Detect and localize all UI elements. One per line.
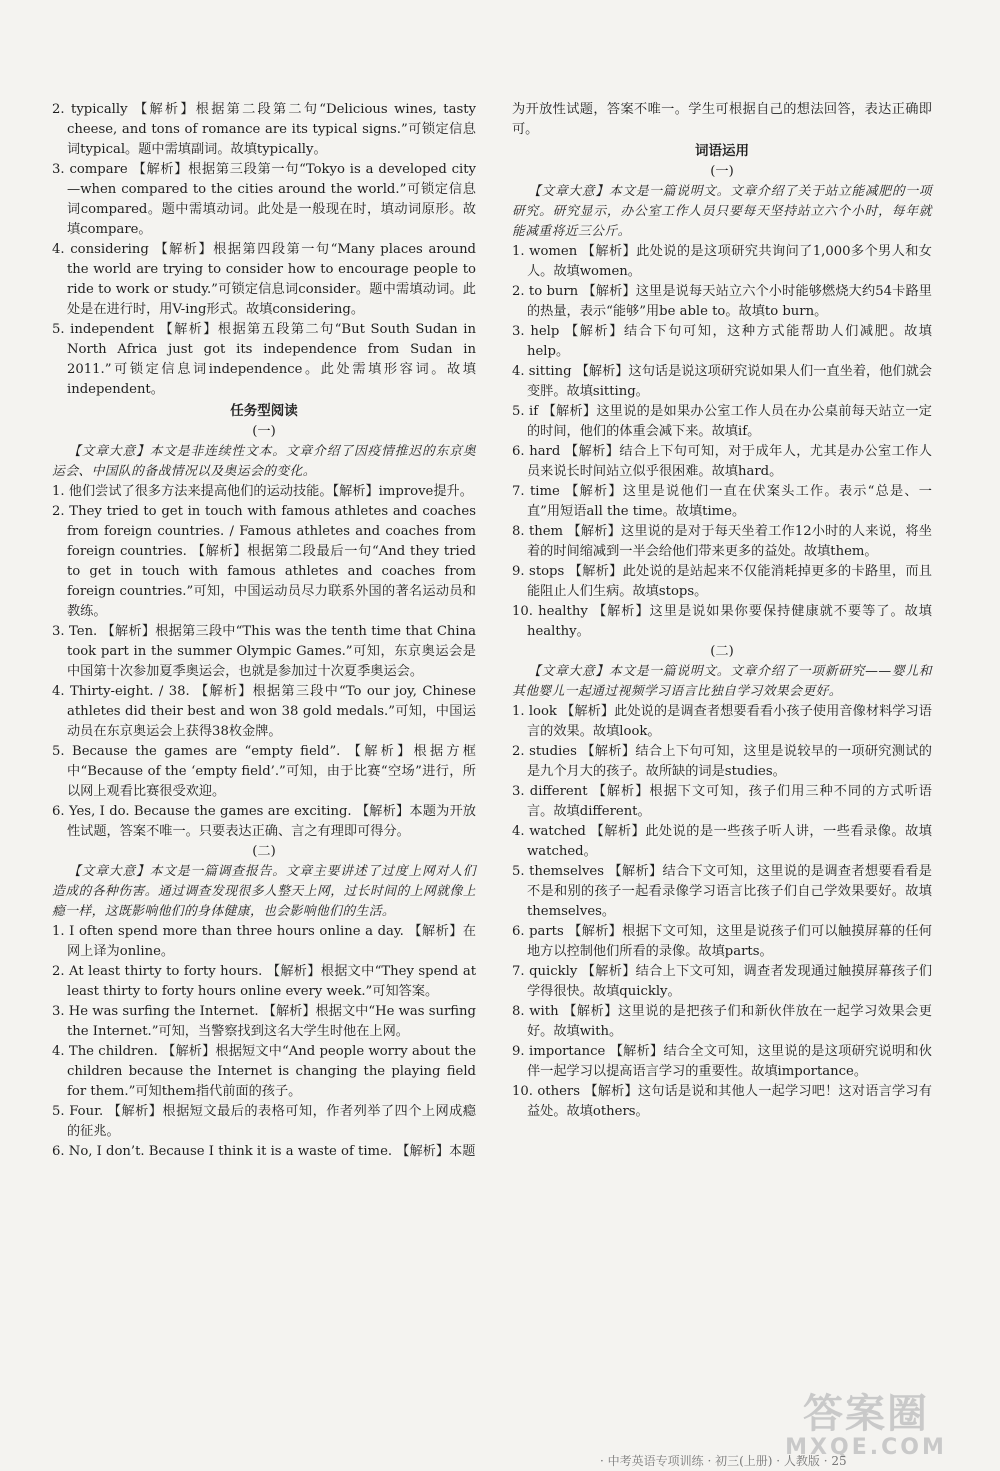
article-summary: 【文章大意】本文是一篇调查报告。文章主要讲述了过度上网对人们造成的各种伤害。通过调查发现很多人整天上网，过长时间的上网就像上瘾一样，这既影响他们的身体健康，也会影响他们的生活。 <box>52 864 476 919</box>
left-column <box>52 100 476 1162</box>
sub-title-2: (二) <box>710 644 734 659</box>
answer-item: 10. healthy 【解析】这里是说如果你要保持健康就不要等了。故填healthy。 <box>512 604 932 639</box>
answer-item: 1. look 【解析】此处说的是调查者想要看看小孩子使用音像材料学习语言的效果。故填look。 <box>512 704 932 739</box>
answer-item: 7. quickly 【解析】结合上下文可知，调查者发现通过触摸屏幕孩子们学得很快。故填quickly。 <box>512 964 932 999</box>
answer-item: 7. time 【解析】这里是说他们一直在伏案头工作。表示“总是、一直”用短语all the time。故填time。 <box>512 484 932 519</box>
answer-item: 3. He was surfing the Internet. 【解析】根据文中“He was surfing the Internet.”可知，当警察找到这名大学生时他在上网。 <box>52 1004 476 1039</box>
task1-answer-list <box>52 482 476 842</box>
section-title-task-reading: 任务型阅读 <box>230 403 298 419</box>
answer-item: 10. others 【解析】这句话是说和其他人一起学习吧！这对语言学习有益处。故填others。 <box>512 1084 932 1119</box>
answer-item: 3. compare 【解析】根据第三段第一句“Tokyo is a developed city—when compared to the cities around the world.”可锁定信息词compared。题中需填动词。此处是一般现在时，填动词原形。故填compare。 <box>52 162 476 237</box>
sub-title-2: (二) <box>252 844 276 859</box>
watermark-text: 答案圈 <box>803 1391 929 1437</box>
answer-item: 4. sitting 【解析】这句话是说这项研究说如果人们一直坐着，他们就会变胖。故填sitting。 <box>512 364 932 399</box>
word2-answer-list <box>512 702 932 1122</box>
answer-item: 3. help 【解析】结合下句可知，这种方式能帮助人们减肥。故填help。 <box>512 324 932 359</box>
answer-item: 6. No, I don’t. Because I think it is a waste of time. 【解析】本题 <box>52 1144 476 1159</box>
answer-item: 4. watched 【解析】此处说的是一些孩子听人讲，一些看录像。故填watched。 <box>512 824 932 859</box>
task2-answer-list <box>52 922 476 1162</box>
answer-item: 5. independent 【解析】根据第五段第二句“But South Sudan in North Africa just got its independence from Sudan in 2011.”可锁定信息词independence。此处需填形容词。故填independent。 <box>52 322 476 397</box>
section-title-word-usage: 词语运用 <box>695 143 749 159</box>
passage-answer-list <box>52 100 476 400</box>
answer-item: 2. typically 【解析】根据第二段第二句“Delicious wines, tasty cheese, and tons of romance are its typical signs.”可锁定信息词typical。题中需填副词。故填typically。 <box>52 102 476 157</box>
answer-item: 6. hard 【解析】结合上下句可知，对于成年人，尤其是办公室工作人员来说长时间站立似乎很困难。故填hard。 <box>512 444 932 479</box>
word1-answer-list <box>512 242 932 642</box>
answer-item: 5. Four. 【解析】根据短文最后的表格可知，作者列举了四个上网成瘾的征兆。 <box>52 1104 476 1139</box>
answer-item: 6. parts 【解析】根据下文可知，这里是说孩子们可以触摸屏幕的任何地方以控制他们所看的录像。故填parts。 <box>512 924 932 959</box>
sub-title-1: (一) <box>710 164 734 179</box>
answer-item: 3. Ten. 【解析】根据第三段中“This was the tenth time that China took part in the summer Olympic Games.”可知，东京奥运会是中国第十次参加夏季奥运会，也就是参加过十次夏季奥运会。 <box>52 624 476 679</box>
answer-item: 5. if 【解析】这里说的是如果办公室工作人员在办公桌前每天站立一定的时间，他们的体重会减下来。故填if。 <box>512 404 932 439</box>
article-summary: 【文章大意】本文是一篇说明文。文章介绍了一项新研究——婴儿和其他婴儿一起通过视频学习语言比独自学习效果会更好。 <box>512 664 932 699</box>
answer-item: 4. considering 【解析】根据第四段第一句“Many places around the world are trying to consider how to encourage people to ride to work or study.”可锁定信息词consider。题中需填动词。此处是在进行时，用V-ing形式。故填considering。 <box>52 242 476 317</box>
answer-item: 2. studies 【解析】结合上下句可知，这里是说较早的一项研究测试的是九个月大的孩子。故所缺的词是studies。 <box>512 744 932 779</box>
answer-item: 9. importance 【解析】结合全文可知，这里说的是这项研究说明和伙伴一起学习以提高语言学习的重要性。故填importance。 <box>512 1044 932 1079</box>
answer-item: 8. with 【解析】这里说的是把孩子们和新伙伴放在一起学习效果会更好。故填with。 <box>512 1004 932 1039</box>
article-summary: 【文章大意】本文是一篇说明文。文章介绍了关于站立能减肥的一项研究。研究显示，办公室工作人员只要每天坚持站立六个小时，每年就能减重将近三公斤。 <box>512 184 932 239</box>
page-footer: · 中考英语专项训练 · 初三(上册) · 人教版 · 25 <box>600 1454 847 1468</box>
answer-item: 9. stops 【解析】此处说的是站起来不仅能消耗掉更多的卡路里，而且能阻止人们生病。故填stops。 <box>512 564 932 599</box>
answer-item: 1. 他们尝试了很多方法来提高他们的运动技能。【解析】improve提升。 <box>52 484 473 499</box>
answer-item: 8. them 【解析】这里说的是对于每天坐着工作12小时的人来说，将坐着的时间缩减到一半会给他们带来更多的益处。故填them。 <box>512 524 932 559</box>
answer-item: 6. Yes, I do. Because the games are exciting. 【解析】本题为开放性试题，答案不唯一。只要表达正确、言之有理即可得分。 <box>52 804 476 839</box>
right-column <box>512 100 932 1122</box>
answer-item: 5. themselves 【解析】结合下文可知，这里说的是调查者想要看看是不是和别的孩子一起看录像学习语言比孩子们自己学效果要好。故填themselves。 <box>512 864 932 919</box>
answer-item: 2. At least thirty to forty hours. 【解析】根据文中“They spend at least thirty to forty hours online every week.”可知答案。 <box>52 964 476 999</box>
answer-item: 5. Because the games are “empty field”. 【解析】根据方框中“Because of the ‘empty field’.”可知，由于比赛“空场”进行，所以网上观看比赛很受欢迎。 <box>52 744 476 799</box>
continuation-text: 为开放性试题，答案不唯一。学生可根据自己的想法回答，表达正确即可。 <box>512 102 932 137</box>
answer-item: 1. I often spend more than three hours online a day. 【解析】在网上译为online。 <box>52 924 476 959</box>
answer-item: 4. The children. 【解析】根据短文中“And people worry about the children because the Internet is changing the playing field for them.”可知them指代前面的孩子。 <box>52 1044 476 1099</box>
watermark-url: MXQE.COM <box>785 1435 947 1460</box>
sub-title-1: (一) <box>252 424 276 439</box>
answer-item: 2. to burn 【解析】这里是说每天站立六个小时能够燃烧大约54卡路里的热量，表示“能够”用be able to。故填to burn。 <box>512 284 932 319</box>
answer-item: 2. They tried to get in touch with famous athletes and coaches from foreign countries. / Famous athletes and coaches from foreign countries. 【解析】根据第二段最后一句“And they tried to get in touch with famous athletes and coaches from foreign countries.”可知，中国运动员尽力联系外国的著名运动员和教练。 <box>52 504 476 619</box>
article-summary: 【文章大意】本文是非连续性文本。文章介绍了因疫情推迟的东京奥运会、中国队的备战情况以及奥运会的变化。 <box>52 444 476 479</box>
answer-item: 4. Thirty-eight. / 38. 【解析】根据第三段中“To our joy, Chinese athletes did their best and won 38 gold medals.”可知，中国运动员在东京奥运会上获得38枚金牌。 <box>52 684 476 739</box>
answer-item: 1. women 【解析】此处说的是这项研究共询问了1,000多个男人和女人。故填women。 <box>512 244 932 279</box>
answer-item: 3. different 【解析】根据下文可知，孩子们用三种不同的方式听语言。故填different。 <box>512 784 932 819</box>
